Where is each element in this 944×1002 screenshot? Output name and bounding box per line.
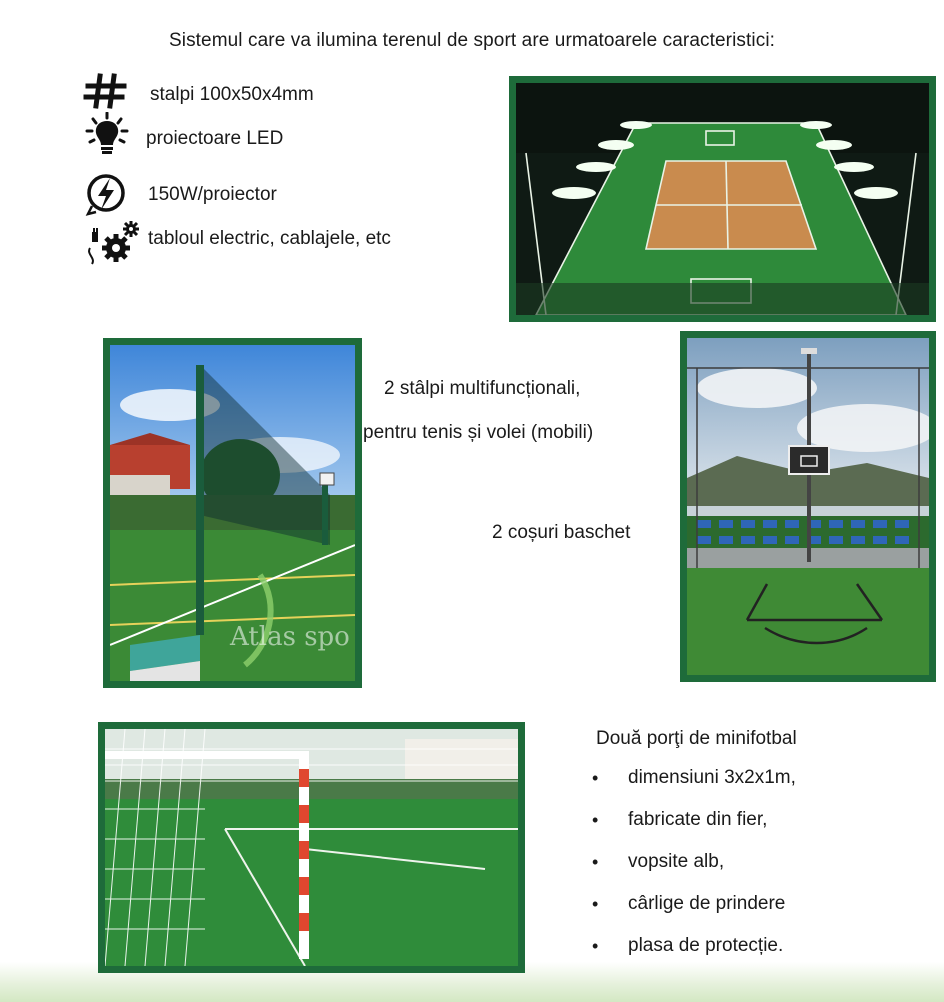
hash-icon xyxy=(82,72,132,114)
photo-multifunctional-pole xyxy=(103,338,362,688)
list-item: • cârlige de prindere xyxy=(590,892,796,934)
watermark-text: Atlas spo xyxy=(230,622,350,652)
photo-basketball-hoop xyxy=(680,331,936,682)
lightbulb-icon xyxy=(82,112,132,154)
caption-baskets: 2 coșuri baschet xyxy=(492,522,631,543)
list-item: • plasa de protecție. xyxy=(590,934,796,976)
photo-lit-court xyxy=(509,76,936,322)
goals-list xyxy=(590,766,796,976)
list-item: • fabricate din fier, xyxy=(590,808,796,850)
caption-poles-line2: pentru tenis și volei (mobili) xyxy=(363,422,594,443)
electric-gear-icon xyxy=(82,218,132,260)
list-item: • vopsite alb, xyxy=(590,850,796,892)
caption-poles-line1: 2 stâlpi multifuncționali, xyxy=(384,378,581,399)
list-item: • dimensiuni 3x2x1m, xyxy=(590,766,796,808)
feature-text: 150W/proiector xyxy=(148,184,277,205)
photo-minifootball-goal xyxy=(98,722,525,973)
goals-title: Două porţi de minifotbal xyxy=(596,728,797,749)
feature-text: proiectoare LED xyxy=(146,128,284,149)
page-header: Sistemul care va ilumina terenul de sport are urmatoarele caracteristici: xyxy=(168,30,776,51)
lightning-icon xyxy=(82,172,132,214)
feature-text: stalpi 100x50x4mm xyxy=(150,84,314,105)
feature-text: tabloul electric, cablajele, etc xyxy=(148,228,391,249)
